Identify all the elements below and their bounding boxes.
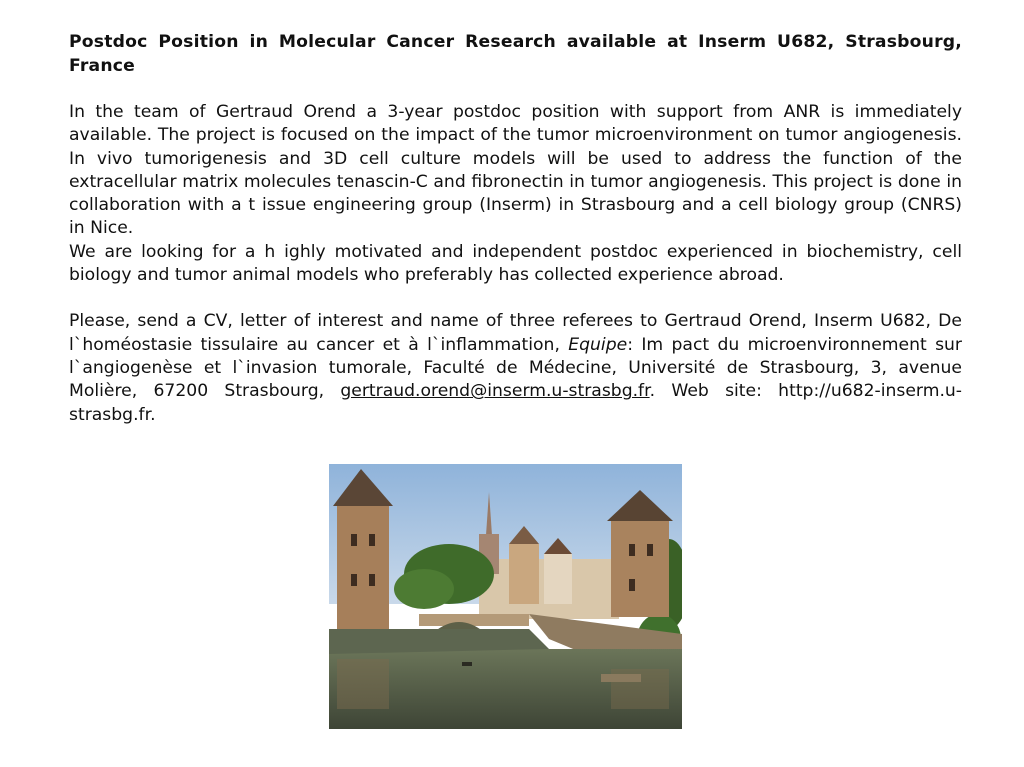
paragraph-position-description: In the team of Gertraud Orend a 3-year postdoc position with support from ANR is immediately available. The project is focused on the impact of the tumor microenvironment on tumor angiogenesis. In vivo tumorigenesis and 3D cell culture models will be used to address the function of the extracellular matrix molecules tenascin-C and fibronectin in tumor angiogenesis. This project is done in collaboration with a t issue engineering group (Inserm) in Strasbourg and a cell biology group (CNRS) in Nice. [69,102,962,239]
application-text-part2: : Im pact du microenvironnement sur l`angiogenèse et l`invasion tumorale, Faculté de Médecine, Université de Strasbourg, 3, avenue Molière, 67200 Strasbourg, [69,334,962,402]
document-page [69,30,962,427]
application-text-part3: . Web site: http://u682-inserm.u-strasbg.fr. [69,381,962,425]
photo-bridge [419,614,529,626]
photo-left-tower [337,504,389,632]
contact-email-link[interactable]: gertraud.orend@inserm.u-strasbg.fr [340,381,650,402]
photo-right-tower [611,519,669,617]
equipe-emphasis: Equipe [568,334,628,355]
paragraph-candidate-profile: We are looking for a h ighly motivated and independent postdoc experienced in biochemistry, cell biology and tumor animal models who preferably has collected experience abroad. [69,241,962,286]
photo-boat [462,662,472,666]
strasbourg-photo [329,464,682,729]
paragraph-application-instructions [69,310,962,426]
application-text-part1: Please, send a CV, letter of interest and name of three referees to Gertraud Orend, Inserm U682, De l`homéostasie tissulaire au cancer et à l`inflammation, [69,311,962,355]
page-title: Postdoc Position in Molecular Cancer Research available at Inserm U682, Strasbourg, France [69,32,962,76]
